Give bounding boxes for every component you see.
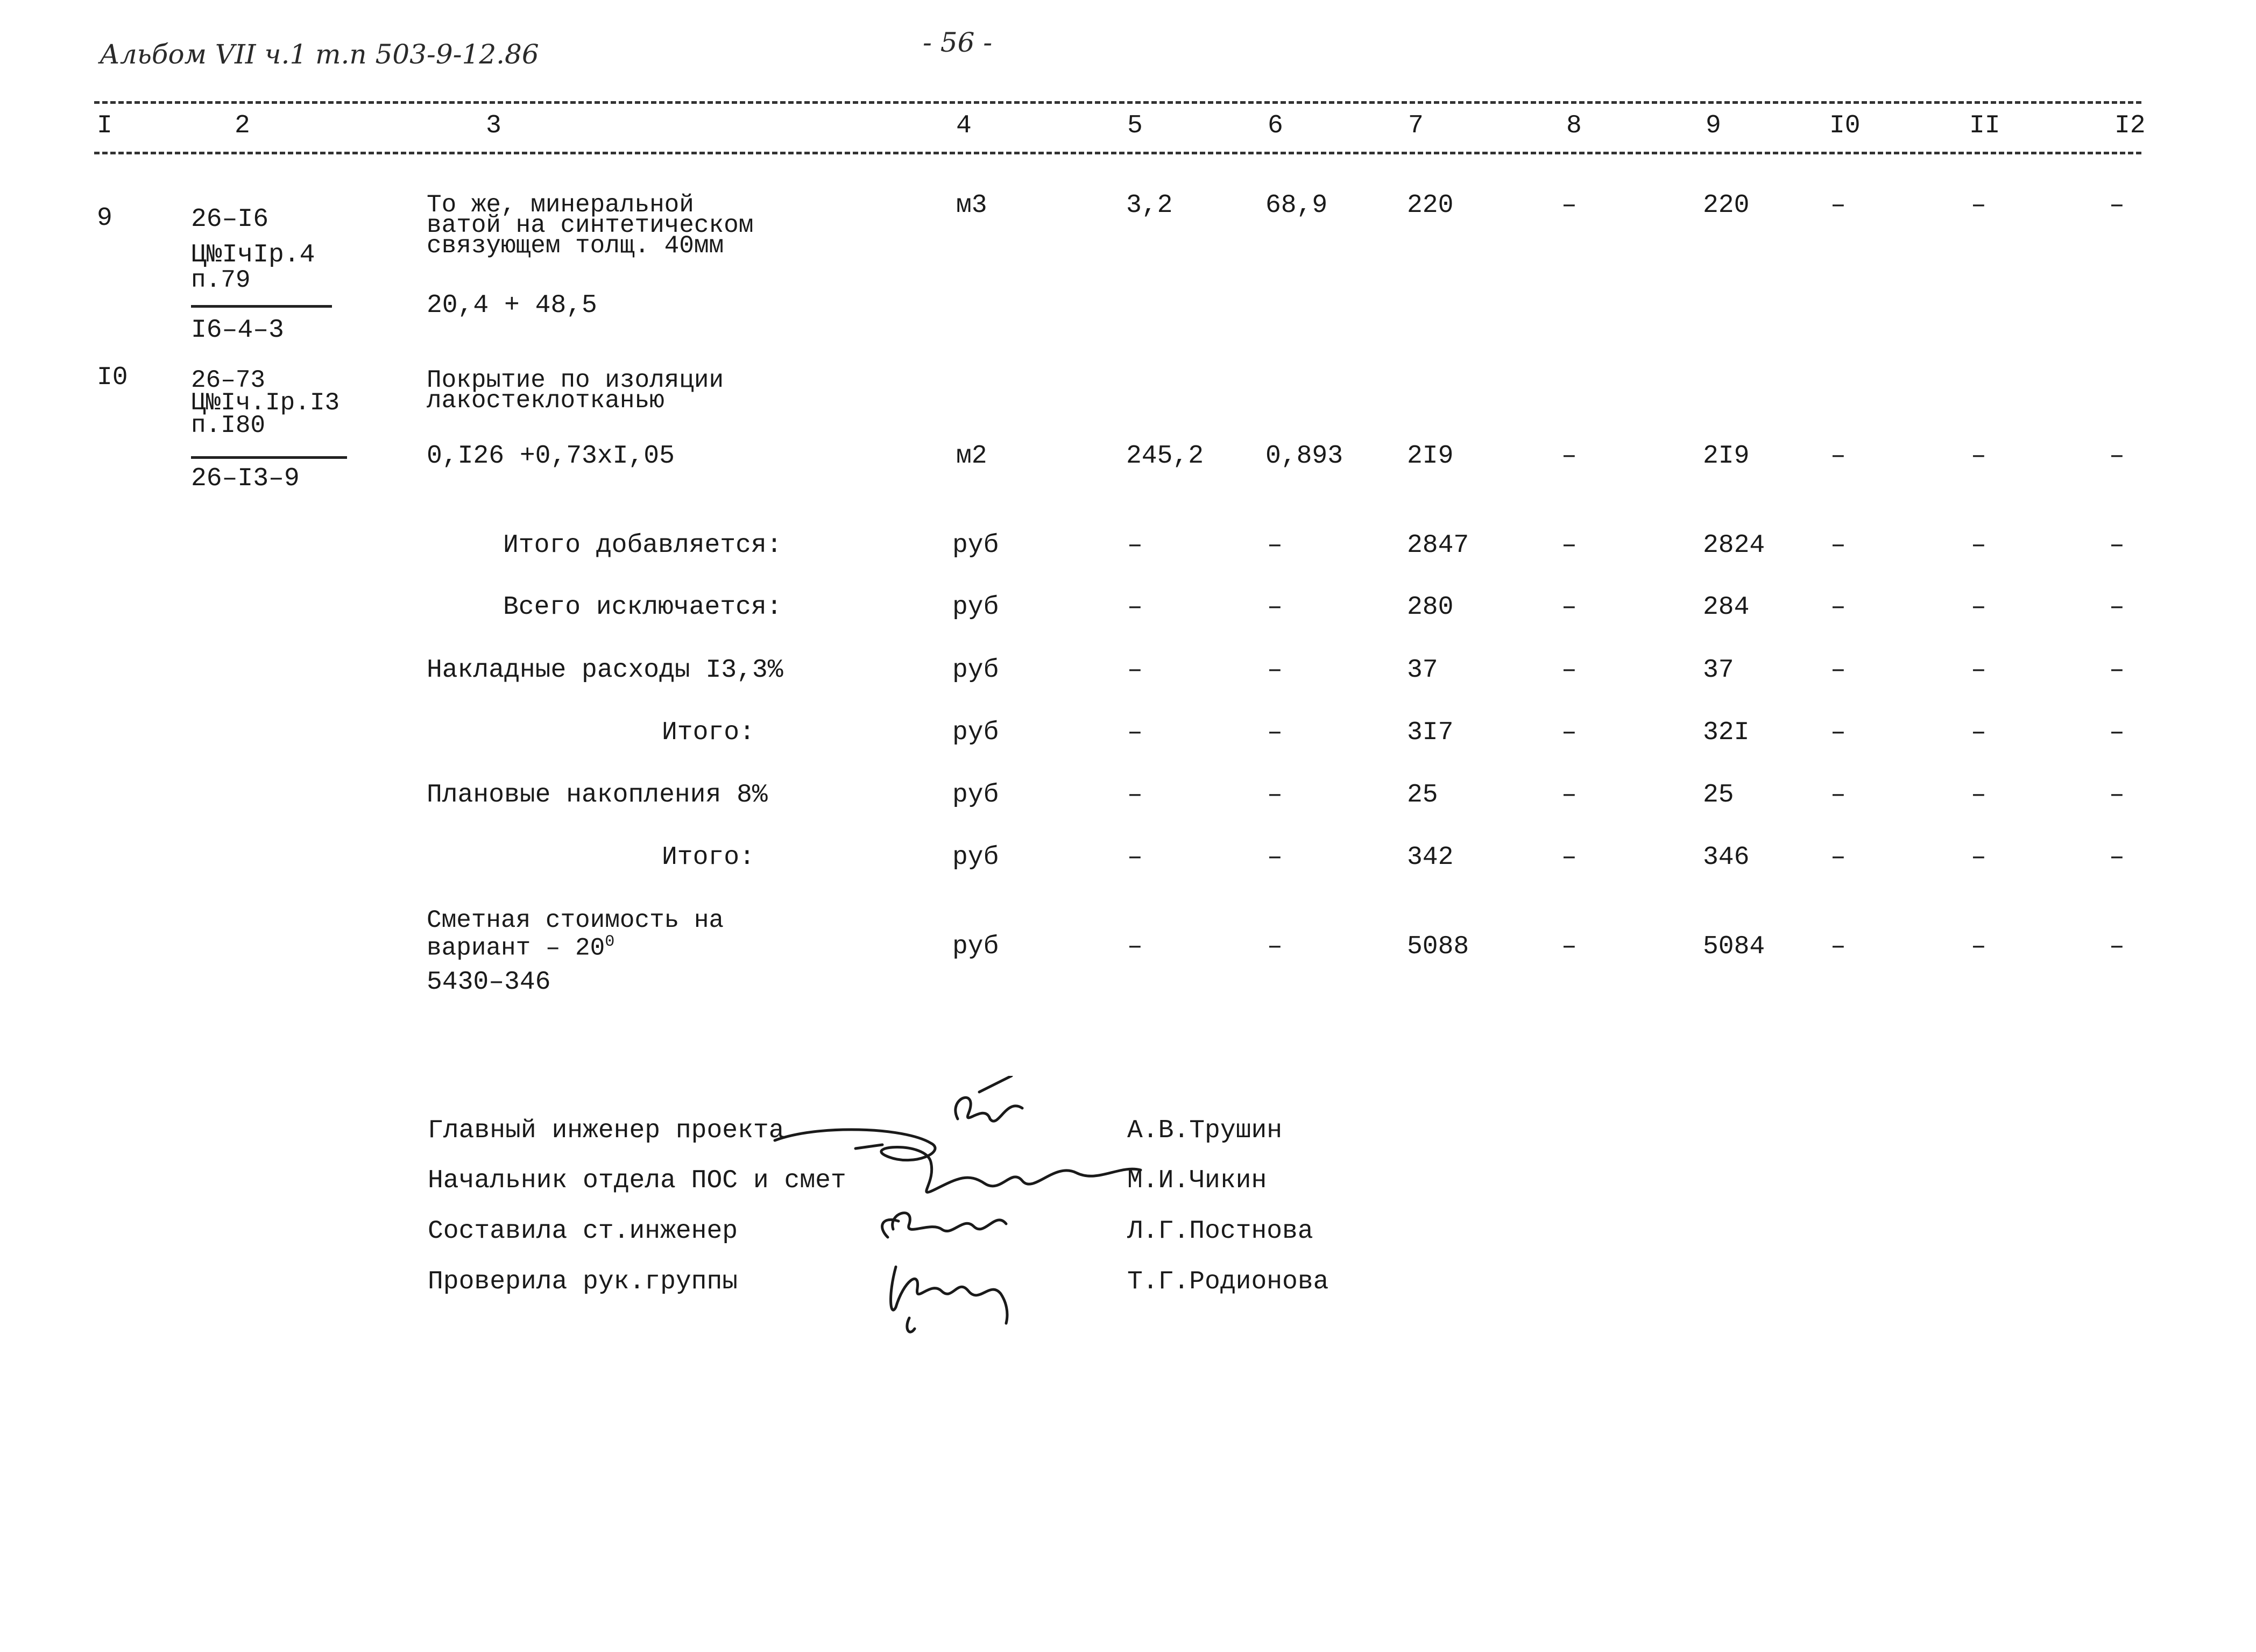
- value-col10: –: [1830, 191, 1846, 220]
- col-header-9: 9: [1706, 111, 1721, 140]
- value-col9: 37: [1703, 656, 1734, 685]
- signature-role: Главный инженер проекта: [428, 1116, 784, 1145]
- row-number: I0: [97, 363, 128, 392]
- value-col11: –: [1971, 531, 1986, 560]
- total-label: Итого:: [662, 843, 755, 872]
- signature-name: Т.Г.Родионова: [1127, 1267, 1329, 1296]
- value-col8: –: [1561, 531, 1577, 560]
- value-col7: 280: [1407, 593, 1454, 622]
- value-col12: –: [2109, 718, 2125, 747]
- value-col11: –: [1971, 656, 1986, 685]
- header-rule-top: [94, 101, 2141, 104]
- value-col9: 284: [1703, 593, 1750, 622]
- col-header-1: I: [97, 111, 112, 140]
- code-line: п.I80: [191, 412, 266, 439]
- unit: руб: [952, 781, 999, 810]
- value-col11: –: [1971, 718, 1986, 747]
- value-col8: –: [1561, 593, 1577, 622]
- estimate-label-line: [427, 932, 615, 962]
- album-reference: Альбом VII ч.1 т.п 503-9-12.86: [100, 39, 539, 70]
- value-col12: –: [2109, 191, 2125, 220]
- value-col7: 342: [1407, 843, 1454, 872]
- value-col9: 2824: [1703, 531, 1765, 560]
- code-separator: [191, 456, 347, 459]
- col-header-12: I2: [2114, 111, 2146, 140]
- unit: руб: [952, 656, 999, 685]
- col-header-11: II: [1969, 111, 2000, 140]
- description-line: ватой на синтетическом: [427, 211, 754, 239]
- signature-role: Начальник отдела ПОС и смет: [428, 1166, 846, 1195]
- value-col10: –: [1830, 593, 1846, 622]
- value-col10: –: [1830, 932, 1846, 961]
- value-col12: –: [2109, 656, 2125, 685]
- value-col7: 2I9: [1407, 442, 1454, 471]
- signature-name: М.И.Чикин: [1127, 1166, 1267, 1195]
- value-col10: –: [1830, 531, 1846, 560]
- total-label: Всего исключается:: [503, 593, 782, 622]
- unit: руб: [952, 843, 999, 872]
- estimate-note: 5430–346: [427, 968, 551, 997]
- formula: 0,I26 +0,73xI,05: [427, 442, 675, 471]
- value-col6: –: [1267, 656, 1283, 685]
- formula: 20,4 + 48,5: [427, 291, 597, 320]
- total-label: Итого добавляется:: [503, 531, 782, 560]
- value-col7: 3I7: [1407, 718, 1454, 747]
- value-col11: –: [1971, 442, 1986, 471]
- estimate-label-line: Сметная стоимость на: [427, 906, 724, 934]
- value-col9: 25: [1703, 781, 1734, 810]
- code-line: Ц№IчIр.4: [191, 240, 315, 270]
- description-line: лакостеклотканью: [427, 387, 664, 415]
- value-col12: –: [2109, 442, 2125, 471]
- value-col11: –: [1971, 932, 1986, 961]
- value-col7: 37: [1407, 656, 1438, 685]
- total-label: Итого:: [662, 718, 755, 747]
- col-header-4: 4: [956, 111, 972, 140]
- col-header-5: 5: [1127, 111, 1143, 140]
- unit: руб: [952, 932, 999, 961]
- code-sub: I6–4–3: [191, 316, 284, 345]
- value-col9: 346: [1703, 843, 1750, 872]
- code-line: 26–I6: [191, 205, 269, 234]
- unit: м3: [956, 191, 987, 220]
- value-col8: –: [1561, 781, 1577, 810]
- value-col12: –: [2109, 593, 2125, 622]
- value-col10: –: [1830, 843, 1846, 872]
- header-rule-bottom: [94, 152, 2141, 154]
- value-col9: 220: [1703, 191, 1750, 220]
- value-col5: –: [1127, 656, 1143, 685]
- signature-role: Проверила рук.группы: [428, 1267, 738, 1296]
- signature-name: Л.Г.Постнова: [1127, 1217, 1313, 1246]
- value-col8: –: [1561, 932, 1577, 961]
- description-line: связующем толщ. 40мм: [427, 232, 724, 260]
- value-col5: –: [1127, 781, 1143, 810]
- col-header-6: 6: [1268, 111, 1283, 140]
- unit: м2: [956, 442, 987, 471]
- code-separator: [191, 305, 332, 308]
- value-col11: –: [1971, 593, 1986, 622]
- col-header-3: 3: [486, 111, 501, 140]
- code-sub: 26–I3–9: [191, 464, 300, 493]
- value-col9: 2I9: [1703, 442, 1750, 471]
- value-col6: –: [1267, 718, 1283, 747]
- value-col6: –: [1267, 843, 1283, 872]
- value-col10: –: [1830, 718, 1846, 747]
- value-col9: 5084: [1703, 932, 1765, 961]
- col-header-7: 7: [1408, 111, 1424, 140]
- code-line: 26–73: [191, 366, 266, 394]
- page-number: - 56 -: [923, 27, 993, 58]
- value-col5: –: [1127, 531, 1143, 560]
- value-col10: –: [1830, 442, 1846, 471]
- unit: руб: [952, 593, 999, 622]
- value-col10: –: [1830, 656, 1846, 685]
- signature-name: А.В.Трушин: [1127, 1116, 1283, 1145]
- value-col5: –: [1127, 932, 1143, 961]
- value-col5: –: [1127, 593, 1143, 622]
- value-col5: 3,2: [1126, 191, 1173, 220]
- value-col9: 32I: [1703, 718, 1750, 747]
- description-line: То же, минеральной: [427, 191, 694, 219]
- value-col7: 2847: [1407, 531, 1469, 560]
- value-col11: –: [1971, 781, 1986, 810]
- value-col8: –: [1561, 191, 1577, 220]
- value-col12: –: [2109, 843, 2125, 872]
- code-line: Ц№Iч.Iр.I3: [191, 389, 340, 417]
- total-label: Плановые накопления 8%: [427, 781, 768, 810]
- value-col12: –: [2109, 781, 2125, 810]
- code-line: п.79: [191, 266, 251, 294]
- handwritten-signatures: [753, 1076, 1194, 1345]
- value-col5: –: [1127, 718, 1143, 747]
- description-line: Покрытие по изоляции: [427, 366, 724, 394]
- value-col6: 0,893: [1265, 442, 1343, 471]
- value-col5: –: [1127, 843, 1143, 872]
- col-header-8: 8: [1566, 111, 1582, 140]
- col-header-2: 2: [235, 111, 250, 140]
- value-col7: 25: [1407, 781, 1438, 810]
- value-col6: 68,9: [1265, 191, 1328, 220]
- value-col8: –: [1561, 843, 1577, 872]
- estimate-superscript: 0: [605, 933, 615, 951]
- total-label: Накладные расходы I3,3%: [427, 656, 783, 685]
- signature-role: Составила ст.инженер: [428, 1217, 738, 1246]
- value-col8: –: [1561, 718, 1577, 747]
- value-col8: –: [1561, 442, 1577, 471]
- estimate-label-text: вариант – 20: [427, 934, 605, 962]
- value-col11: –: [1971, 843, 1986, 872]
- value-col8: –: [1561, 656, 1577, 685]
- unit: руб: [952, 718, 999, 747]
- value-col12: –: [2109, 932, 2125, 961]
- value-col7: 5088: [1407, 932, 1469, 961]
- value-col11: –: [1971, 191, 1986, 220]
- col-header-10: I0: [1829, 111, 1861, 140]
- value-col6: –: [1267, 531, 1283, 560]
- value-col6: –: [1267, 593, 1283, 622]
- value-col7: 220: [1407, 191, 1454, 220]
- unit: руб: [952, 531, 999, 560]
- value-col5: 245,2: [1126, 442, 1204, 471]
- value-col10: –: [1830, 781, 1846, 810]
- row-number: 9: [97, 204, 112, 233]
- value-col12: –: [2109, 531, 2125, 560]
- value-col6: –: [1267, 781, 1283, 810]
- value-col6: –: [1267, 932, 1283, 961]
